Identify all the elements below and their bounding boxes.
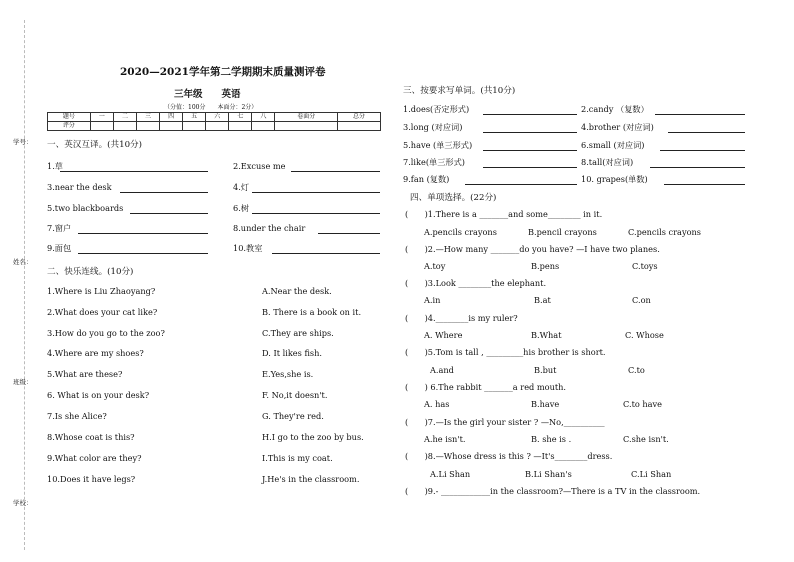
mc-option[interactable]: A.and [430,365,454,375]
mc-option[interactable]: B.at [534,295,551,305]
mc-question: ( )8.—Whose dress is this ? —It's________dress. [405,451,613,461]
match-question[interactable]: 6. What is on your desk? [47,390,150,400]
match-question[interactable]: 8.Whose coat is this? [47,432,135,442]
answer-blank[interactable] [465,184,577,185]
match-answer[interactable]: B. There is a book on it. [262,307,362,317]
section1-item: 5.two blackboards [47,203,124,213]
answer-blank[interactable] [660,150,745,151]
score-input-cell[interactable] [275,122,338,131]
section2-heading: 二、快乐连线。(10分) [47,267,134,277]
section3-heading: 三、按要求写单词。(共10分) [403,86,516,96]
section1-item: 7.窗户 [47,223,72,233]
section3-item: 7.like(单三形式) [403,157,465,167]
section1-heading: 一、英汉互译。(共10分) [47,140,142,150]
score-input-cell[interactable] [90,122,113,131]
answer-blank[interactable] [668,132,745,133]
score-cell: 三 [136,113,159,122]
section1-item: 6.树 [233,203,249,213]
score-cell: 题号 [48,113,91,122]
score-cell: 评分 [48,122,91,131]
section1-item: 3.near the desk [47,182,112,192]
score-cell: 一 [90,113,113,122]
section1-item: 9.面包 [47,243,72,253]
answer-blank[interactable] [78,253,208,254]
mc-option[interactable]: C.to [628,365,645,375]
score-cell: 卷面分 [275,113,338,122]
mc-option[interactable]: B.have [531,399,560,409]
match-question[interactable]: 7.Is she Alice? [47,411,107,421]
mc-question: ( )9.- ____________in the classroom?—There is a TV in the classroom. [405,486,701,496]
score-table [47,112,381,131]
match-answer[interactable]: E.Yes,she is. [262,369,314,379]
side-label-school: 学校： [13,499,33,507]
match-answer[interactable]: F. No,it doesn't. [262,390,328,400]
match-answer[interactable]: C.They are ships. [262,328,334,338]
mc-option[interactable]: B. she is . [531,434,572,444]
mc-question: ( )5.Tom is tall , _________his brother is short. [405,347,606,357]
mc-option[interactable]: A.in [424,295,441,305]
score-cell: 总分 [338,113,381,122]
side-label-id: 学号： [13,138,33,146]
section3-item: 6.small (对应词) [581,140,645,150]
mc-option[interactable]: B.Li Shan's [525,469,572,479]
section4-heading: 四、单项选择。(22分) [410,193,497,203]
match-answer[interactable]: A.Near the desk. [262,286,332,296]
score-input-cell[interactable] [136,122,159,131]
mc-option[interactable]: C.pencils crayons [628,227,701,237]
answer-blank[interactable] [252,213,380,214]
mc-question: ( )4.________is my ruler? [405,313,518,323]
section3-item: 1.does(否定形式) [403,104,470,114]
mc-option[interactable]: C.Li Shan [631,469,672,479]
score-input-cell[interactable] [338,122,381,131]
score-cell: 四 [160,113,183,122]
match-answer[interactable]: D. It likes fish. [262,348,322,358]
exam-info: （分值：100分 本面分：2分） [164,104,258,111]
section3-item: 2.candy （复数） [581,104,649,114]
match-question[interactable]: 1.Where is Liu Zhaoyang? [47,286,156,296]
section3-item: 3.long (对应词) [403,122,463,132]
answer-blank[interactable] [655,114,745,115]
score-input-cell[interactable] [113,122,136,131]
section1-item: 4.灯 [233,182,249,192]
match-answer[interactable]: J.He's in the classroom. [262,474,360,484]
mc-question: ( )2.—How many _______do you have? —I have two planes. [405,244,660,254]
section3-item: 8.tall(对应词) [581,157,634,167]
match-answer[interactable]: H.I go to the zoo by bus. [262,432,364,442]
answer-blank[interactable] [78,233,208,234]
answer-blank[interactable] [291,171,380,172]
score-table-score-row [48,122,381,131]
exam-subtitle: 三年级 英语 [174,89,241,100]
section3-item: 9.fan (复数) [403,174,450,184]
answer-blank[interactable] [60,171,208,172]
score-input-cell[interactable] [206,122,229,131]
mc-question: ( )1.There is a _______and some________ in it. [405,209,603,219]
score-input-cell[interactable] [183,122,206,131]
mc-option[interactable]: C.on [632,295,651,305]
mc-option[interactable]: B.pencil crayons [528,227,597,237]
answer-blank[interactable] [252,192,380,193]
side-label-name: 姓名： [13,258,33,266]
score-cell: 六 [206,113,229,122]
match-question[interactable]: 9.What color are they? [47,453,142,463]
mc-option[interactable]: C.she isn't. [623,434,669,444]
mc-option[interactable]: A. Where [424,330,463,340]
match-question[interactable]: 5.What are these? [47,369,123,379]
answer-blank[interactable] [120,192,208,193]
section1-item: 1.草 [47,161,63,171]
answer-blank[interactable] [272,253,380,254]
mc-option[interactable]: C.toys [632,261,658,271]
mc-option[interactable]: A.toy [424,261,446,271]
mc-option[interactable]: A.Li Shan [430,469,471,479]
answer-blank[interactable] [483,114,577,115]
mc-question: ( )3.Look ________the elephant. [405,278,547,288]
score-cell: 五 [183,113,206,122]
mc-option[interactable]: A. has [424,399,450,409]
match-question[interactable]: 10.Does it have legs? [47,474,136,484]
mc-option[interactable]: B.What [531,330,562,340]
match-question[interactable]: 2.What does your cat like? [47,307,158,317]
mc-option[interactable]: A.pencils crayons [424,227,497,237]
mc-option[interactable]: A.he isn't. [424,434,466,444]
binding-line [24,20,25,550]
mc-option[interactable]: B.but [534,365,557,375]
section1-item: 8.under the chair [233,223,306,233]
mc-question: ( ) 6.The rabbit _______a red mouth. [405,382,567,392]
match-question[interactable]: 3.How do you go to the zoo? [47,328,165,338]
section3-item: 5.have (单三形式) [403,140,473,150]
score-input-cell[interactable] [229,122,252,131]
score-cell: 七 [229,113,252,122]
mc-question: ( )7.—Is the girl your sister ? —No,__________ [405,417,605,427]
side-label-class: 班级： [13,378,33,386]
mc-option[interactable]: C. Whose [625,330,664,340]
score-cell: 二 [113,113,136,122]
score-input-cell[interactable] [252,122,275,131]
section3-item: 10. grapes(单数) [581,174,648,184]
section1-item: 2.Excuse me [233,161,286,171]
mc-option[interactable]: B.pens [531,261,560,271]
answer-blank[interactable] [483,167,577,168]
score-input-cell[interactable] [160,122,183,131]
answer-blank[interactable] [130,213,208,214]
match-answer[interactable]: G. They're red. [262,411,324,421]
answer-blank[interactable] [483,132,577,133]
answer-blank[interactable] [664,184,745,185]
score-table-header-row [48,113,381,122]
answer-blank[interactable] [318,233,380,234]
match-question[interactable]: 4.Where are my shoes? [47,348,144,358]
section3-item: 4.brother (对应词) [581,122,654,132]
answer-blank[interactable] [483,150,577,151]
exam-title: 2020—2021学年第二学期期末质量测评卷 [120,66,326,78]
match-answer[interactable]: I.This is my coat. [262,453,333,463]
section1-item: 10.教室 [233,243,263,253]
score-cell: 八 [252,113,275,122]
answer-blank[interactable] [650,167,745,168]
mc-option[interactable]: C.to have [623,399,663,409]
